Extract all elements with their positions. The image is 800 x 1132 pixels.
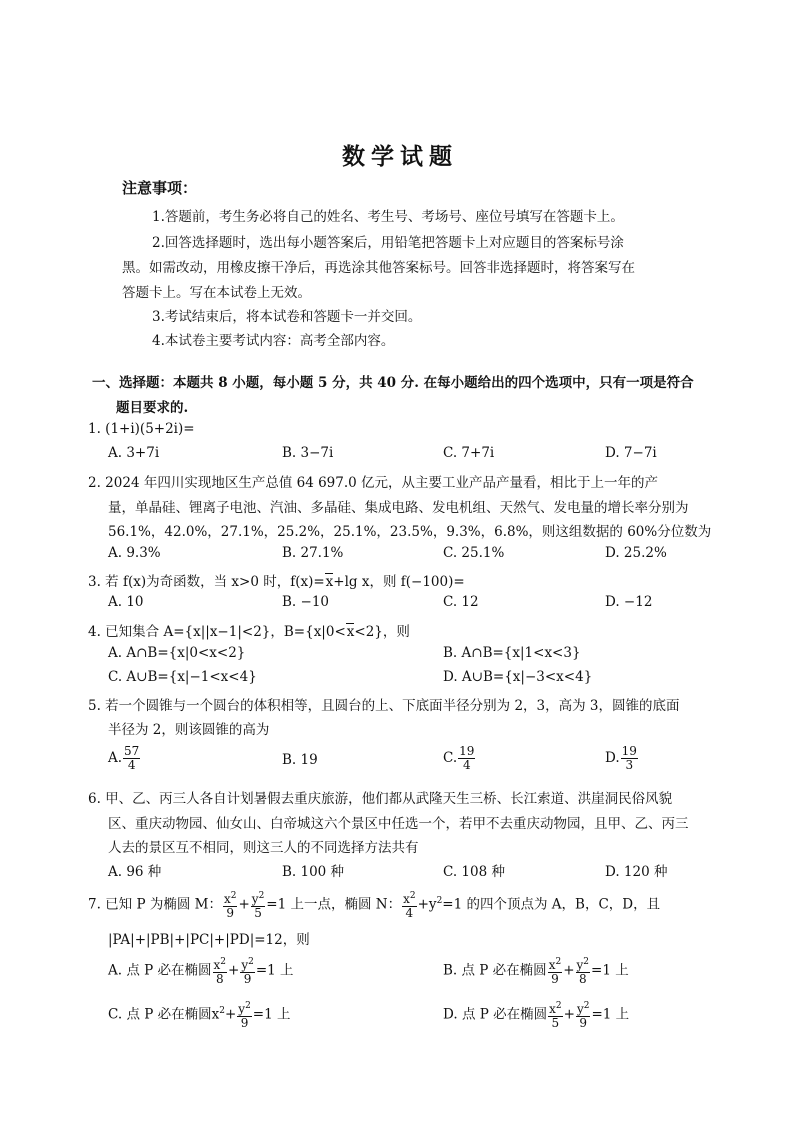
notice-item-3: 3.考试结束后，将本试卷和答题卡一并交回。 [152,309,422,325]
fraction: $\frac{19}{3}$ [621,744,637,772]
q3-option-a: A. 10 [108,594,144,610]
notice-item-1: 1.答题前，考生务必将自己的姓名、考生号、考场号、座位号填写在答题卡上。 [152,209,624,225]
q4-option-a: A. A∩B={x|0<x<2} [108,645,246,661]
sqrt-x: x [346,624,355,640]
q1-option-b: B. 3−7i [282,445,334,461]
question-3-stem: 3. 若 f(x)为奇函数，当 x>0 时，f(x)=x+lg x，则 f(−100)= [88,574,465,590]
notice-item-2-cont: 黑。如需改动，用橡皮擦干净后，再选涂其他答案标号。回答非选择题时，将答案写在 [122,260,635,276]
q7-option-d: D. 点 P 必在椭圆 $\frac{x^2}{5}$ + $\frac{y^2}{9}$ =1 上 [443,1001,630,1030]
q2-option-c: C. 25.1% [443,545,505,561]
q2-option-a: A. 9.3% [108,545,161,561]
fraction: $\frac{y^2}{9}$ [238,1001,251,1030]
page-title: 数学试题 [342,143,458,170]
question-4-stem: 4. 已知集合 A={x||x−1|<2}，B={x|0<x<2}，则 [88,624,410,640]
q5-option-a: A. $\frac{57}{4}$ [108,744,140,772]
question-6-line-2: 区、重庆动物园、仙女山、白帝城这六个景区中任选一个，若甲不去重庆动物园，且甲、乙、丙三 [108,816,689,832]
question-6-line-3: 人去的景区互不相同，则这三人的不同选择方法共有 [108,840,419,856]
fraction: $\frac{y^2}{9}$ [241,957,254,986]
notice-item-4: 4.本试卷主要考试内容：高考全部内容。 [152,333,395,349]
fraction: $\frac{x^2}{9}$ [548,957,562,986]
q5-option-b: B. 19 [282,752,318,768]
q4-option-d: D. A∪B={x|−3<x<4} [443,669,593,685]
section-heading-cont: 题目要求的. [116,400,189,416]
q3-option-d: D. −12 [605,594,653,610]
question-2-line-1: 2. 2024 年四川实现地区生产总值 64 697.0 亿元，从主要工业产品产量看，相比于上一年的产 [88,475,659,491]
q7-option-b: B. 点 P 必在椭圆 $\frac{x^2}{9}$ + $\frac{y^2}{8}$ =1 上 [443,957,629,986]
q2-option-d: D. 25.2% [605,545,667,561]
q3-option-b: B. −10 [282,594,329,610]
sqrt-x: x [325,574,334,590]
q7-option-a: A. 点 P 必在椭圆 $\frac{x^2}{8}$ + $\frac{y^2}{9}$ =1 上 [108,957,294,986]
q4-option-b: B. A∩B={x|1<x<3} [443,645,581,661]
fraction: $\frac{y^2}{8}$ [576,957,590,986]
q1-option-a: A. 3+7i [108,445,160,461]
q6-option-a: A. 96 种 [108,864,162,880]
q6-option-d: D. 120 种 [605,864,668,880]
question-5-line-1: 5. 若一个圆锥与一个圆台的体积相等，且圆台的上、下底面半径分别为 2，3，高为 3，圆锥的底面 [88,698,680,714]
q5-option-c: C. $\frac{19}{4}$ [443,744,475,772]
question-2-line-3: 56.1%，42.0%，27.1%，25.2%，25.1%，23.5%，9.3%，6.8%，则这组数据的 60%分位数为 [108,524,712,540]
fraction: $\frac{y^2}{9}$ [576,1001,590,1030]
fraction: $\frac{x^2}{9}$ [223,891,237,920]
q1-option-d: D. 7−7i [605,445,657,461]
question-1-stem: 1. (1+i)(5+2i)= [88,421,195,437]
q1-option-c: C. 7+7i [443,445,495,461]
question-6-line-1: 6. 甲、乙、丙三人各自计划暑假去重庆旅游，他们都从武隆天生三桥、长江索道、洪崖洞民俗风貌 [88,791,673,807]
notice-item-2-end: 答题卡上。写在本试卷上无效。 [122,285,311,301]
q5-option-d: D. $\frac{19}{3}$ [605,744,637,772]
notice-item-2: 2.回答选择题时，选出每小题答案后，用铅笔把答题卡上对应题目的答案标号涂 [152,235,624,251]
question-5-line-2: 半径为 2，则该圆锥的高为 [108,722,270,738]
q2-option-b: B. 27.1% [282,545,344,561]
q3-option-c: C. 12 [443,594,479,610]
question-7-line-2: |PA|+|PB|+|PC|+|PD|=12，则 [108,932,310,948]
question-7-line-1: 7. 已知 P 为椭圆 M： $\frac{x^2}{9}$ + $\frac{y^2}{5}$ =1 上一点，椭圆 N： $\frac{x^2}{4}$ $+y^2=1$ 的四个顶点为 A，B，C，D，且 [88,891,661,920]
q6-option-c: C. 108 种 [443,864,505,880]
fraction: $\frac{19}{4}$ [459,744,475,772]
fraction: $\frac{x^2}{4}$ [403,891,416,920]
q6-option-b: B. 100 种 [282,864,345,880]
fraction: $\frac{y^2}{5}$ [251,891,265,920]
q4-option-c: C. A∪B={x|−1<x<4} [108,669,257,685]
fraction: $\frac{57}{4}$ [124,744,140,772]
section-heading: 一、选择题：本题共 8 小题，每小题 5 分，共 40 分. 在每小题给出的四个选项中，只有一项是符合 [92,375,694,391]
q7-option-c: C. 点 P 必在椭圆$x^2+$ $\frac{y^2}{9}$ =1 上 [108,1001,291,1030]
fraction: $\frac{x^2}{8}$ [213,957,227,986]
question-2-line-2: 量，单晶硅、锂离子电池、汽油、多晶硅、集成电路、发电机组、天然气、发电量的增长率分别为 [108,500,689,516]
notice-heading: 注意事项： [122,179,198,197]
fraction: $\frac{x^2}{5}$ [549,1001,562,1030]
